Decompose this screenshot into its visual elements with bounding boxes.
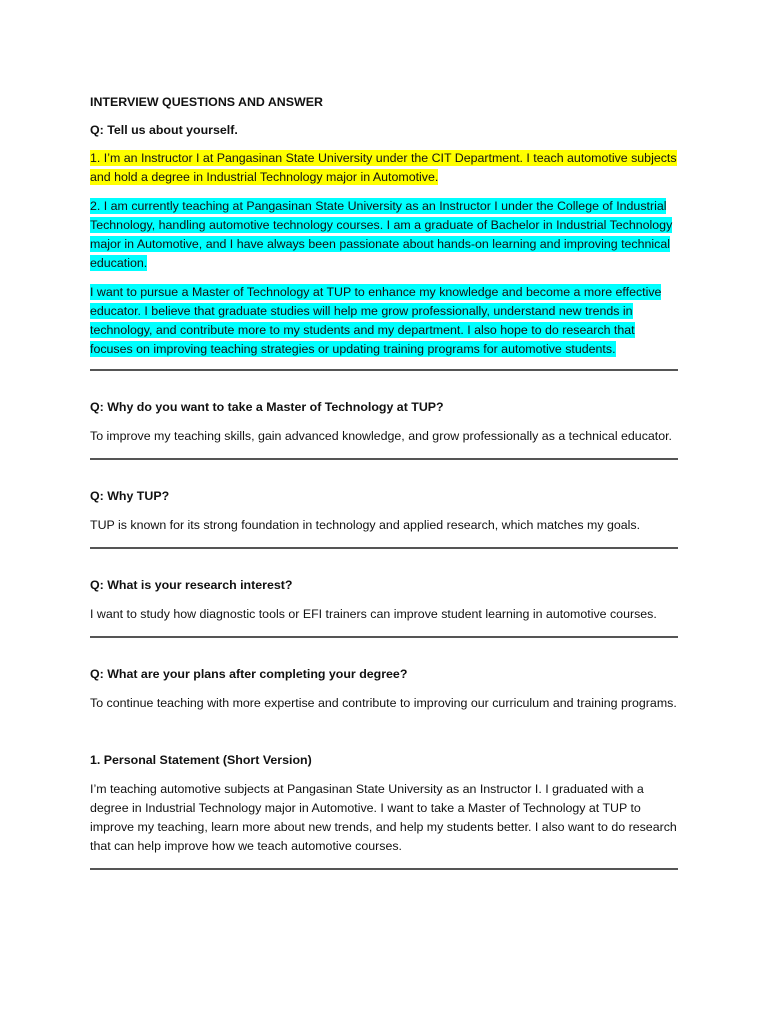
answer-3-highlighted-cyan	[90, 283, 678, 359]
section-divider	[90, 547, 678, 549]
question-tell-us-about-yourself: Q: Tell us about yourself.	[90, 123, 238, 137]
cyan-highlight-text: I want to pursue a Master of Technology at TUP to enhance my knowledge and become a more effective educator. I believe that graduate studies will help me grow professionally, understand new trends in technology, and contribute more to my students and my department. I also hope to do research that focuses on improving teaching strategies or updating training programs for automotive students.	[90, 285, 662, 356]
answer-2-highlighted-cyan	[90, 197, 678, 273]
answer-plans-after-degree: To continue teaching with more expertise and contribute to improving our curriculum and training programs.	[90, 696, 677, 710]
yellow-highlight-text: 1. I’m an Instructor I at Pangasinan State University under the CIT Department. I teach automotive subjects and hold a degree in Industrial Technology major in Automotive.	[90, 151, 677, 184]
personal-statement-heading: 1. Personal Statement (Short Version)	[90, 753, 312, 767]
section-divider	[90, 458, 678, 460]
personal-statement-body: I’m teaching automotive subjects at Pangasinan State University as an Instructor I. I graduated with a degree in Industrial Technology major in Automotive. I want to take a Master of Technology at TUP to improve my teaching, learn more about new trends, and help my students better. I also want to do research that can help improve how we teach automotive courses.	[90, 782, 677, 853]
question-why-tup: Q: Why TUP?	[90, 489, 170, 503]
section-divider	[90, 868, 678, 870]
cyan-highlight-text: 2. I am currently teaching at Pangasinan State University as an Instructor I under the College of Industrial Technology, handling automotive technology courses. I am a graduate of Bachelor in Industrial Technology major in Automotive, and I have always been passionate about hands-on learning and improving technical education.	[90, 199, 673, 270]
question-research-interest: Q: What is your research interest?	[90, 578, 293, 592]
document-title: INTERVIEW QUESTIONS AND ANSWER	[90, 95, 323, 109]
answer-1-highlighted-yellow	[90, 149, 678, 187]
answer-research-interest: I want to study how diagnostic tools or EFI trainers can improve student learning in automotive courses.	[90, 607, 657, 621]
answer-why-master-of-technology: To improve my teaching skills, gain advanced knowledge, and grow professionally as a technical educator.	[90, 429, 672, 443]
question-plans-after-degree: Q: What are your plans after completing your degree?	[90, 667, 408, 681]
section-divider	[90, 636, 678, 638]
section-divider	[90, 369, 678, 371]
answer-why-tup: TUP is known for its strong foundation in technology and applied research, which matches my goals.	[90, 518, 641, 532]
document-page	[90, 93, 678, 870]
question-why-master-of-technology: Q: Why do you want to take a Master of Technology at TUP?	[90, 400, 444, 414]
